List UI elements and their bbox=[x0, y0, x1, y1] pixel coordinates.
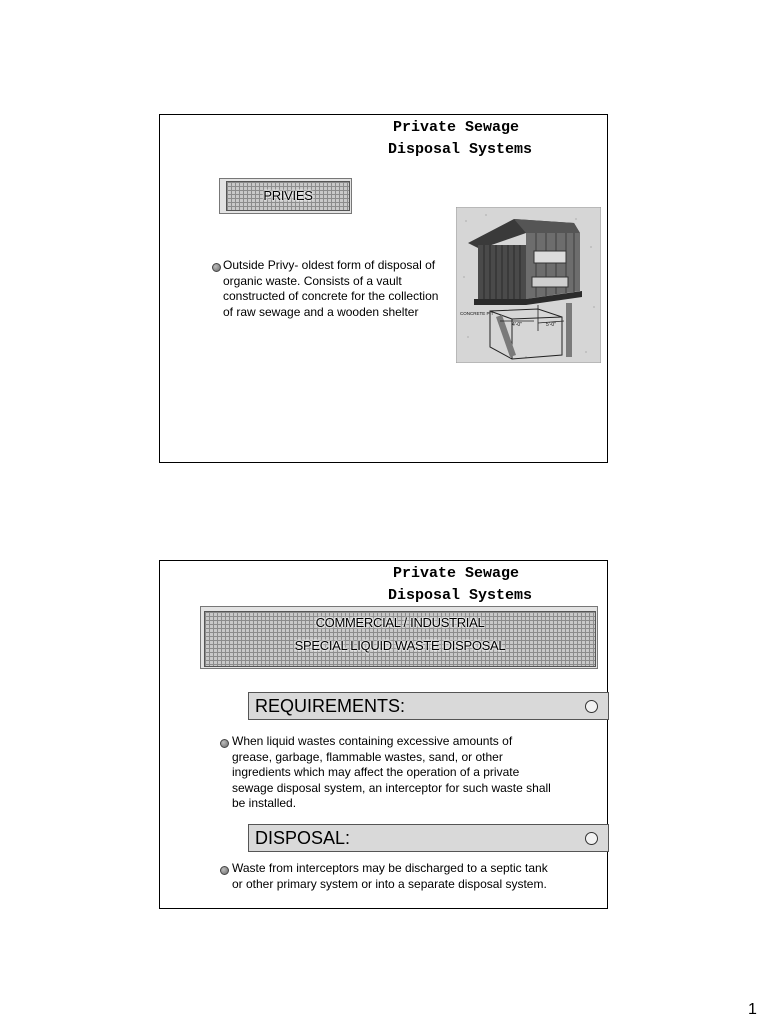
page-number: 1 bbox=[748, 1001, 757, 1018]
bullet-line: be installed. bbox=[232, 796, 297, 810]
bullet-line: sewage disposal system, an interceptor for such waste shall bbox=[232, 780, 551, 795]
bullet-line: grease, garbage, flammable wastes, sand, or other bbox=[232, 749, 503, 764]
slide-special-liquid-waste bbox=[159, 560, 608, 909]
slide-title-line-2: Disposal Systems bbox=[388, 141, 533, 158]
illustration-dimension-b: 5'-0" bbox=[546, 322, 556, 328]
privy-bullet-text bbox=[223, 258, 453, 320]
bullet-line: of raw sewage and a wooden shelter bbox=[223, 304, 419, 319]
bullet-icon bbox=[212, 263, 221, 272]
requirements-header bbox=[248, 692, 609, 720]
slide-title bbox=[160, 117, 607, 161]
illustration-dimension-a: 4'-0" bbox=[512, 322, 522, 328]
bullet-line: When liquid wastes containing excessive amounts of bbox=[232, 734, 513, 748]
slide-title-line-1: Private Sewage bbox=[393, 119, 520, 136]
commercial-banner bbox=[204, 611, 596, 667]
disposal-header bbox=[248, 824, 609, 852]
bullet-line: or other primary system or into a separate disposal system. bbox=[232, 876, 547, 891]
outhouse-illustration bbox=[456, 207, 601, 363]
bullet-line: constructed of concrete for the collection bbox=[223, 289, 439, 303]
circle-icon bbox=[585, 700, 598, 713]
requirements-bullet-text bbox=[232, 734, 572, 812]
bullet-icon bbox=[220, 739, 229, 748]
slide-privies bbox=[159, 114, 608, 463]
bullet-icon bbox=[220, 866, 229, 875]
commercial-banner-line-1: COMMERCIAL / INDUSTRIAL bbox=[315, 615, 485, 630]
slide-title bbox=[160, 563, 607, 607]
privies-banner bbox=[226, 181, 350, 211]
slide-title-line-2: Disposal Systems bbox=[388, 587, 533, 604]
disposal-header-label: DISPOSAL: bbox=[255, 828, 351, 848]
requirements-header-label: REQUIREMENTS: bbox=[255, 696, 406, 716]
circle-icon bbox=[585, 832, 598, 845]
disposal-bullet-text bbox=[232, 861, 577, 892]
bullet-line: Outside Privy- oldest form of disposal of bbox=[223, 258, 436, 272]
commercial-banner-line-2: SPECIAL LIQUID WASTE DISPOSAL bbox=[294, 638, 506, 653]
slide-title-line-1: Private Sewage bbox=[393, 565, 520, 582]
bullet-line: Waste from interceptors may be discharged to a septic tank bbox=[232, 861, 548, 875]
illustration-pit-label: CONCRETE PIT bbox=[460, 311, 494, 316]
bullet-line: ingredients which may affect the operation of a private bbox=[232, 765, 520, 779]
bullet-line: organic waste. Consists of a vault bbox=[223, 273, 402, 288]
privies-banner-label: PRIVIES bbox=[263, 188, 313, 203]
